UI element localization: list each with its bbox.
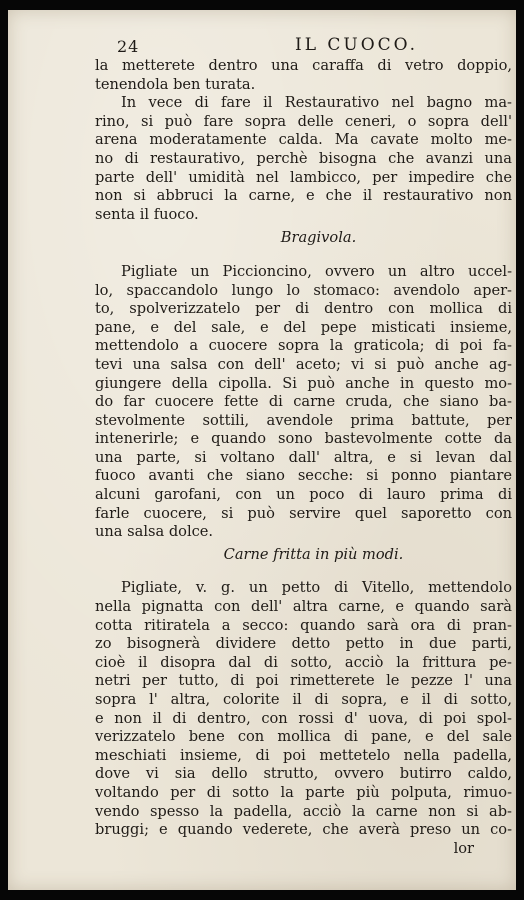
paragraph-bragivola: [95, 263, 512, 542]
text-line: vendo spesso la padella, acciò la carne non si ab-: [95, 802, 512, 820]
text-line: Pigliate, v. g. un petto di Vitello, mettendolo: [121, 579, 512, 597]
text-line: meschiati insieme, di poi mettetelo nella padella,: [95, 746, 512, 764]
text-line: In vece di fare il Restaurativo nel bagno ma-: [121, 94, 512, 112]
text-line: pane, e del sale, e del pepe misticati insieme,: [95, 318, 512, 336]
text-line: lor: [453, 839, 474, 857]
text-line: fuoco avanti che siano secche: si ponno piantare: [95, 467, 512, 485]
text-line: to, spolverizzatelo per di dentro con mollica di: [95, 300, 512, 318]
page-text: [95, 36, 512, 858]
text-line: no di restaurativo, perchè bisogna che avanzi una: [95, 149, 512, 167]
text-line: senta il fuoco.: [95, 205, 199, 223]
text-line: voltando per di sotto la parte più polputa, rimuo-: [95, 783, 512, 801]
text-line: cioè il disopra dal di sotto, acciò la frittura pe-: [95, 653, 512, 671]
text-line: verizzatelo bene con mollica di pane, e del sale: [95, 728, 512, 746]
text-line: sopra l' altra, colorite il di sopra, e il di sotto,: [95, 691, 512, 708]
text-line: arena moderatamente calda. Ma cavate molto me-: [95, 131, 512, 149]
text-line: tenendola ben turata.: [95, 75, 256, 93]
text-line: stevolmente sottili, avendole prima battute, per: [95, 411, 512, 429]
text-line: e non il di dentro, con rossi d' uova, di poi spol-: [95, 709, 512, 727]
text-line: Pigliate un Piccioncino, ovvero un altro uccel-: [121, 262, 512, 280]
text-line: rino, si può fare sopra delle ceneri, o sopra dell': [95, 112, 512, 130]
paragraph-top: [95, 57, 512, 94]
text-line: mettendolo a cuocere sopra la graticola; di poi fa-: [95, 337, 512, 355]
text-line: la metterete dentro una caraffa di vetro doppio,: [95, 57, 512, 74]
text-line: cotta ritiratela a secco: quando sarà ora di pran-: [95, 616, 512, 634]
text-line: bruggi; e quando vederete, che averà preso un co-: [95, 821, 512, 839]
text-line: farle cuocere, si può servire quel saporetto con: [95, 504, 512, 522]
text-line: do far cuocere fette di carne cruda, che siano ba-: [95, 393, 512, 411]
paragraph-carne-fritta: [95, 579, 512, 858]
text-line: una parte, si voltano dall' altra, e si levan dal: [95, 448, 512, 466]
section-heading-bragivola: Bragivola.: [280, 229, 357, 247]
running-title: IL CUOCO.: [295, 35, 419, 55]
page-number: 24: [117, 37, 140, 56]
text-line: alcuni garofani, con un poco di lauro prima di: [95, 486, 512, 504]
text-line: giungere della cipolla. Si può anche in questo mo-: [95, 374, 512, 392]
text-line: netri per tutto, di poi rimetterete le pezze l' una: [95, 672, 512, 690]
book-page: [8, 10, 516, 890]
text-line: lo, spaccandolo lungo lo stomaco: avendolo aper-: [95, 281, 512, 299]
text-line: zo bisognerà dividere detto petto in due parti,: [95, 635, 512, 653]
section-heading-carne-fritta: Carne fritta in più modi.: [223, 545, 404, 563]
text-line: tevi una salsa con dell' aceto; vi si può anche ag-: [95, 355, 512, 373]
text-line: dove vi sia dello strutto, ovvero butirro caldo,: [95, 765, 512, 783]
text-line: intenerirle; e quando sono bastevolmente cotte da: [95, 430, 512, 448]
paragraph-restaurativo: [95, 94, 512, 224]
text-line: parte dell' umidità nel lambicco, per impedire che: [95, 168, 512, 186]
text-line: nella pignatta con dell' altra carne, e quando sarà: [95, 598, 512, 616]
text-line: una salsa dolce.: [95, 523, 214, 541]
page-header: [95, 36, 512, 57]
text-line: non si abbruci la carne, e che il restaurativo non: [95, 187, 512, 205]
